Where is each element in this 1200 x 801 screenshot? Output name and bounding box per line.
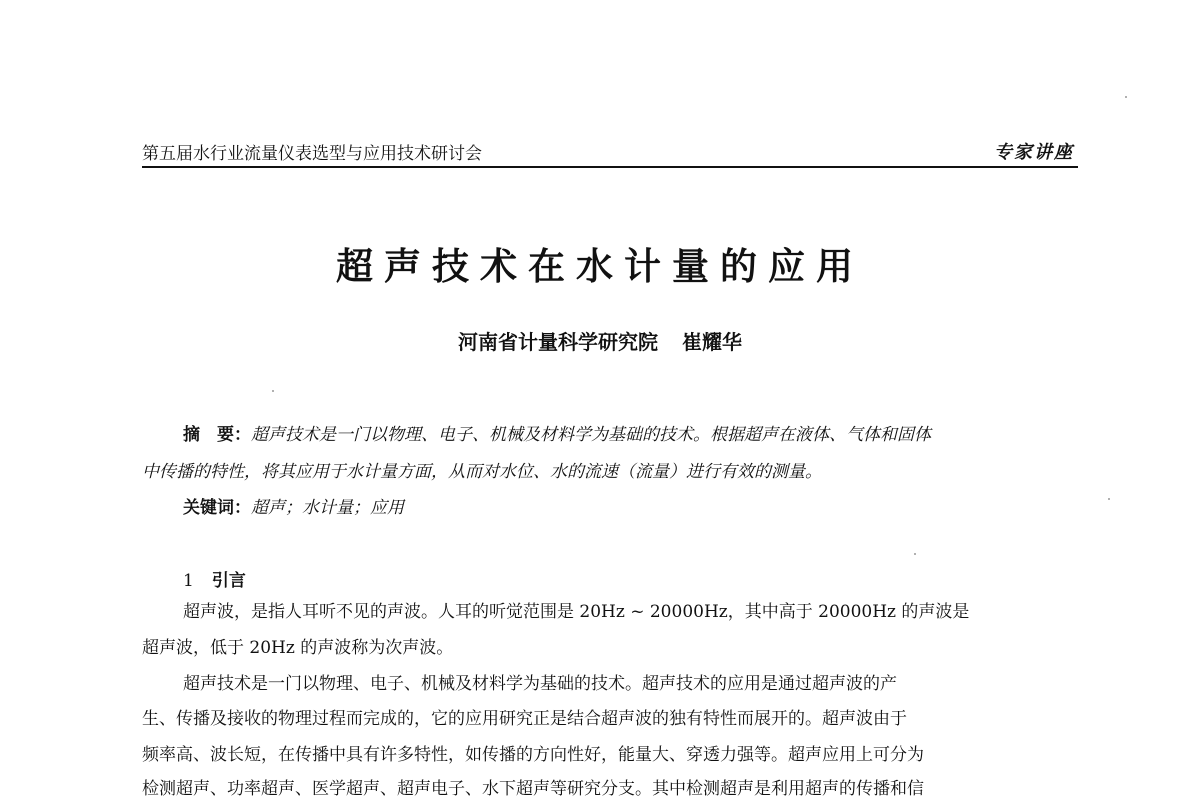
body-line-6: 检测超声、功率超声、医学超声、超声电子、水下超声等研究分支。其中检测超声是利用超声的传播和信 <box>142 779 924 799</box>
affiliation: 河南省计量科学研究院 <box>458 330 658 354</box>
scan-speck <box>1108 498 1110 500</box>
body-line-3: 超声技术是一门以物理、电子、机械及材料学为基础的技术。超声技术的应用是通过超声波的产 <box>183 674 897 694</box>
keywords-label: 关键词： <box>183 498 251 518</box>
abstract-text-1: 超声技术是一门以物理、电子、机械及材料学为基础的技术。根据超声在液体、气体和固体 <box>251 425 931 445</box>
body-line-4: 生、传播及接收的物理过程而完成的，它的应用研究正是结合超声波的独有特性而展开的。超声波由于 <box>142 709 907 729</box>
running-header <box>142 142 1078 168</box>
abstract-label: 摘 要： <box>183 425 251 445</box>
keywords-text: 超声；水计量；应用 <box>251 498 404 518</box>
abstract-line-2: 中传播的特性，将其应用于水计量方面，从而对水位、水的流速（流量）进行有效的测量。 <box>142 462 822 482</box>
scan-speck <box>914 553 916 555</box>
abstract-line-1 <box>183 423 931 447</box>
section-heading <box>183 566 246 591</box>
paper-title: 超声技术在水计量的应用 <box>336 245 864 288</box>
section-number: 1 <box>183 571 194 591</box>
column-label: 专家讲座 <box>994 142 1074 163</box>
scan-speck <box>272 390 274 392</box>
body-line-1: 超声波，是指人耳听不见的声波。人耳的听觉范围是 20Hz ~ 20000Hz，其中高于 20000Hz 的声波是 <box>183 602 970 622</box>
byline <box>0 326 1200 355</box>
scan-speck <box>1125 96 1127 98</box>
keywords-line <box>183 496 404 520</box>
body-line-2: 超声波，低于 20Hz 的声波称为次声波。 <box>142 638 454 658</box>
author: 崔耀华 <box>682 330 742 354</box>
section-title: 引言 <box>211 571 246 591</box>
body-line-5: 频率高、波长短，在传播中具有许多特性，如传播的方向性好，能量大、穿透力强等。超声应用上可分为 <box>142 745 924 765</box>
conference-name: 第五届水行业流量仪表选型与应用技术研讨会 <box>142 144 482 164</box>
